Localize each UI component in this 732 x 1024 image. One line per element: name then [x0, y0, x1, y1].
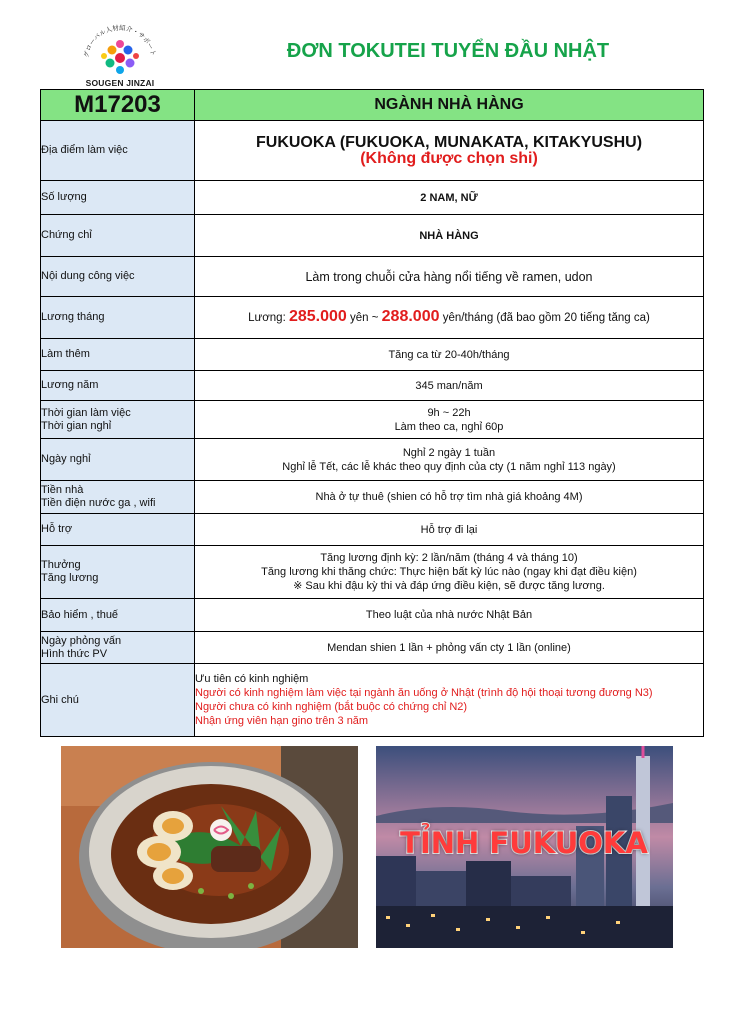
salary-suffix: yên/tháng (đã bao gồm 20 tiếng tăng ca) — [439, 312, 650, 324]
fukuoka-city-photo — [376, 746, 673, 948]
notes-line-2: Người có kinh nghiệm làm việc tại ngành ăn uống ở Nhật (trình độ hội thoại tương đương N3) — [195, 687, 653, 699]
table-row — [41, 546, 704, 599]
logo-emblem-icon — [74, 18, 166, 80]
overtime-value: Tăng ca từ 20-40h/tháng — [195, 339, 704, 371]
interview-format-label: Hình thức PV — [41, 647, 108, 660]
break-label: Thời gian nghỉ — [41, 419, 112, 432]
table-row — [41, 401, 704, 439]
ramen-bowl-icon — [61, 746, 358, 948]
rent-label: Tiền nhà — [41, 484, 84, 496]
table-row — [41, 257, 704, 297]
salary-min: 285.000 — [288, 308, 347, 325]
job-code: M17203 — [41, 90, 195, 121]
bonus-value-2: Tăng lương khi thăng chức: Thực hiện bất kỳ lúc nào (ngay khi đạt điều kiện) — [261, 566, 637, 578]
break-value: Làm theo ca, nghỉ 60p — [394, 420, 504, 433]
salary-prefix: Lương: — [248, 312, 289, 324]
location-value: FUKUOKA (FUKUOKA, MUNAKATA, KITAKYUSHU) — [255, 133, 643, 151]
quantity-value: 2 NAM, NỮ — [195, 181, 704, 215]
location-note: (Không được chọn shi) — [360, 149, 538, 167]
logo-name: SOUGEN JINZAI — [85, 78, 155, 88]
notes-line-4: Nhận ứng viên hạn gino trên 3 năm — [195, 715, 369, 727]
company-logo — [74, 18, 166, 88]
quantity-label: Số lượng — [41, 181, 195, 215]
notes-line-3: Người chưa có kinh nghiệm (bắt buộc có chứng chỉ N2) — [195, 701, 468, 713]
interview-date-label: Ngày phỏng vấn — [41, 634, 122, 647]
interview-value: Mendan shien 1 lần + phỏng vấn cty 1 lần (online) — [195, 632, 704, 664]
raise-label: Tăng lương — [41, 572, 99, 584]
holidays-value: Nghỉ lễ Tết, các lễ khác theo quy định của cty (1 năm nghỉ 113 ngày) — [282, 460, 616, 473]
table-row — [41, 514, 704, 546]
days-off-label: Ngày nghỉ — [41, 439, 195, 481]
notes-label: Ghi chú — [41, 664, 195, 737]
page-title: ĐƠN TOKUTEI TUYỂN ĐẦU NHẬT — [286, 40, 610, 62]
job-industry: NGÀNH NHÀ HÀNG — [195, 90, 704, 121]
bonus-value-1: Tăng lương định kỳ: 2 lần/năm (tháng 4 và tháng 10) — [320, 552, 578, 564]
duties-value: Làm trong chuỗi cửa hàng nổi tiếng về ramen, udon — [195, 257, 704, 297]
notes-line-1: Ưu tiên có kinh nghiệm — [195, 673, 309, 685]
hours-value: 9h ~ 22h — [427, 406, 471, 419]
annual-value: 345 man/năm — [195, 371, 704, 401]
table-row — [41, 439, 704, 481]
table-row — [41, 664, 704, 737]
bonus-value-3: ※ Sau khi đậu kỳ thi và đáp ứng điều kiện, sẽ được tăng lương. — [293, 580, 605, 592]
days-off-value: Nghỉ 2 ngày 1 tuần — [402, 446, 496, 459]
table-row — [41, 297, 704, 339]
hours-label: Thời gian làm việc — [41, 406, 131, 419]
support-label: Hỗ trợ — [41, 514, 195, 546]
city-caption: TỈNH FUKUOKA — [400, 826, 648, 860]
logo-arc-text: グローバル人材紹介・サポート — [82, 23, 158, 59]
ramen-photo — [61, 746, 358, 948]
table-row — [41, 181, 704, 215]
table-row — [41, 339, 704, 371]
utilities-label: Tiền điện nước ga , wifi — [41, 497, 156, 509]
table-row — [41, 481, 704, 514]
insurance-label: Bảo hiểm , thuế — [41, 599, 195, 632]
duties-label: Nội dung công việc — [41, 257, 195, 297]
table-header-row — [41, 90, 704, 121]
table-row — [41, 121, 704, 181]
table-row — [41, 599, 704, 632]
salary-max: 288.000 — [381, 308, 440, 325]
job-details-table — [40, 89, 704, 737]
certificate-value: NHÀ HÀNG — [195, 215, 704, 257]
location-label: Địa điểm làm việc — [41, 121, 195, 181]
overtime-label: Làm thêm — [41, 339, 195, 371]
salary-mid: yên ~ — [346, 312, 382, 324]
table-row — [41, 215, 704, 257]
support-value: Hỗ trợ đi lại — [195, 514, 704, 546]
table-row — [41, 371, 704, 401]
annual-label: Lương năm — [41, 371, 195, 401]
table-row — [41, 632, 704, 664]
certificate-label: Chứng chỉ — [41, 215, 195, 257]
salary-value — [195, 297, 704, 339]
housing-value: Nhà ở tự thuê (shien có hỗ trợ tìm nhà giá khoảng 4M) — [195, 481, 704, 514]
salary-label: Lương tháng — [41, 297, 195, 339]
insurance-value: Theo luật của nhà nước Nhật Bản — [195, 599, 704, 632]
bonus-label: Thưởng — [41, 559, 81, 571]
